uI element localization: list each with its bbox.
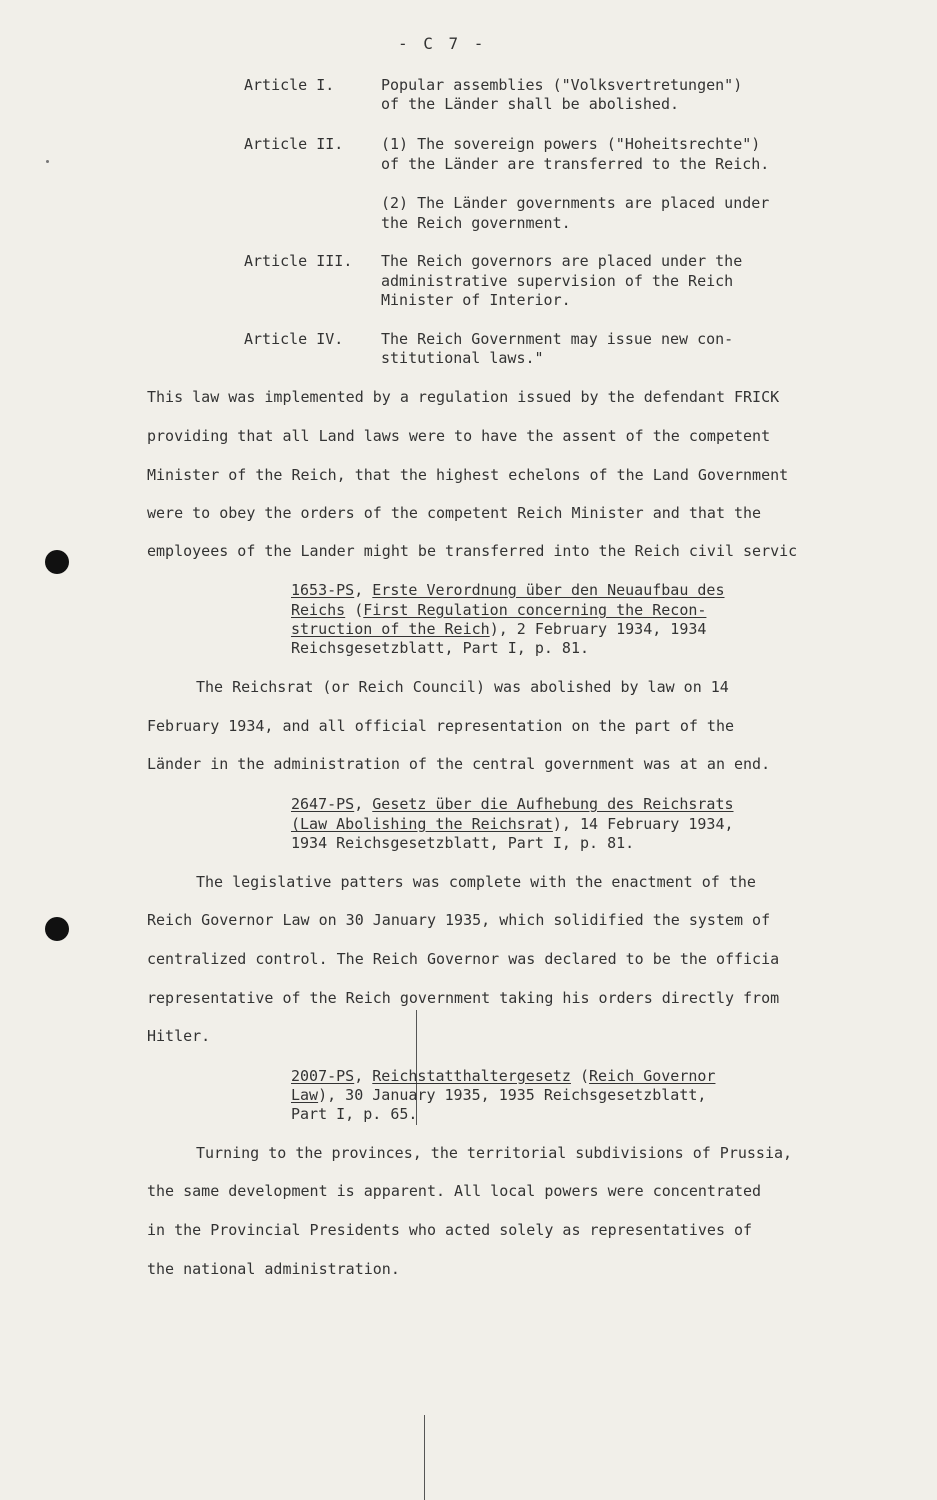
body-line: the same development is apparent. All local powers were concentrated	[147, 1182, 762, 1200]
body-line: providing that all Land laws were to have the assent of the competent	[147, 427, 771, 445]
article-text-line: of the Länder are transferred to the Reich.	[381, 155, 770, 173]
body-line: Hitler.	[147, 1027, 211, 1045]
article-text-line: Minister of Interior.	[381, 291, 571, 309]
citation-translation: First Regulation concerning the Recon-	[363, 601, 707, 619]
body-line: centralized control. The Reich Governor was declared to be the officia	[147, 950, 780, 968]
citation-line: 1934 Reichsgesetzblatt, Part I, p. 81.	[291, 834, 635, 852]
citation-line: Reichs (First Regulation concerning the Recon-	[291, 601, 707, 619]
citation-translation: (Law Abolishing the Reichsrat	[291, 815, 553, 833]
article-text-line: The Reich Government may issue new con-	[381, 330, 734, 348]
citation-title: Gesetz über die Aufhebung des Reichsrats	[372, 795, 734, 813]
citation-line: 2007-PS, Reichstatthaltergesetz (Reich Governor	[291, 1067, 716, 1085]
citation-translation: Law	[291, 1086, 319, 1104]
article-text-line: (1) The sovereign powers ("Hoheitsrechte")	[381, 135, 761, 153]
body-line: Minister of the Reich, that the highest echelons of the Land Government	[147, 466, 789, 484]
article-text-line: The Reich governors are placed under the	[381, 252, 743, 270]
citation-line: Reichsgesetzblatt, Part I, p. 81.	[291, 639, 590, 657]
body-line: employees of the Lander might be transferred into the Reich civil servic	[147, 542, 798, 560]
article-text-line: stitutional laws."	[381, 349, 544, 367]
citation-ref: 2647-PS	[291, 795, 355, 813]
article-text-line: Popular assemblies ("Volksvertretungen")	[381, 76, 743, 94]
body-line: the national administration.	[147, 1260, 400, 1278]
citation-line	[291, 815, 734, 833]
citation-date: ), 14 February 1934,	[552, 815, 734, 833]
article-label: Article II.	[244, 135, 344, 153]
page-crease-mark-lower	[424, 1415, 425, 1500]
body-line: Reich Governor Law on 30 January 1935, which solidified the system of	[147, 911, 771, 929]
ink-speck	[46, 160, 49, 163]
citation-title: Erste Verordnung über den Neuaufbau des	[372, 581, 725, 599]
article-label: Article III.	[244, 252, 353, 270]
punch-hole-bottom	[45, 917, 69, 941]
body-line: The Reichsrat (or Reich Council) was abolished by law on 14	[196, 678, 729, 696]
body-line: in the Provincial Presidents who acted solely as representatives of	[147, 1221, 753, 1239]
citation-line	[291, 620, 706, 638]
body-line: This law was implemented by a regulation issued by the defendant FRICK	[147, 388, 780, 406]
article-text-line: administrative supervision of the Reich	[381, 272, 734, 290]
citation-ref: 1653-PS	[291, 581, 355, 599]
body-line: were to obey the orders of the competent Reich Minister and that the	[147, 504, 762, 522]
citation-date: ), 2 February 1934, 1934	[489, 620, 707, 638]
article-text-line: of the Länder shall be abolished.	[381, 95, 680, 113]
citation-ref: 2007-PS	[291, 1067, 355, 1085]
citation-line: 2647-PS, Gesetz über die Aufhebung des Reichsrats	[291, 795, 734, 813]
body-line: February 1934, and all official representation on the part of the	[147, 717, 734, 735]
body-line: Länder in the administration of the central government was at an end.	[147, 755, 771, 773]
body-line: Turning to the provinces, the territorial subdivisions of Prussia,	[196, 1144, 793, 1162]
article-label: Article IV.	[244, 330, 344, 348]
article-text-line: (2) The Länder governments are placed under	[381, 194, 770, 212]
citation-date: ), 30 January 1935, 1935 Reichsgesetzblatt,	[318, 1086, 707, 1104]
body-line: The legislative patters was complete with the enactment of the	[196, 873, 756, 891]
article-text-line: the Reich government.	[381, 214, 571, 232]
page-number: - C 7 -	[398, 34, 487, 53]
citation-translation: Reich Governor	[589, 1067, 716, 1085]
article-label: Article I.	[244, 76, 335, 94]
citation-title: Reichstatthaltergesetz	[372, 1067, 571, 1085]
body-line: representative of the Reich government taking his orders directly from	[147, 989, 780, 1007]
punch-hole-top	[45, 550, 69, 574]
citation-line: 1653-PS, Erste Verordnung über den Neuaufbau des	[291, 581, 725, 599]
citation-line: Part I, p. 65.	[291, 1105, 418, 1123]
citation-title: Reichs	[291, 601, 346, 619]
citation-line	[291, 1086, 706, 1104]
citation-translation: struction of the Reich	[291, 620, 490, 638]
